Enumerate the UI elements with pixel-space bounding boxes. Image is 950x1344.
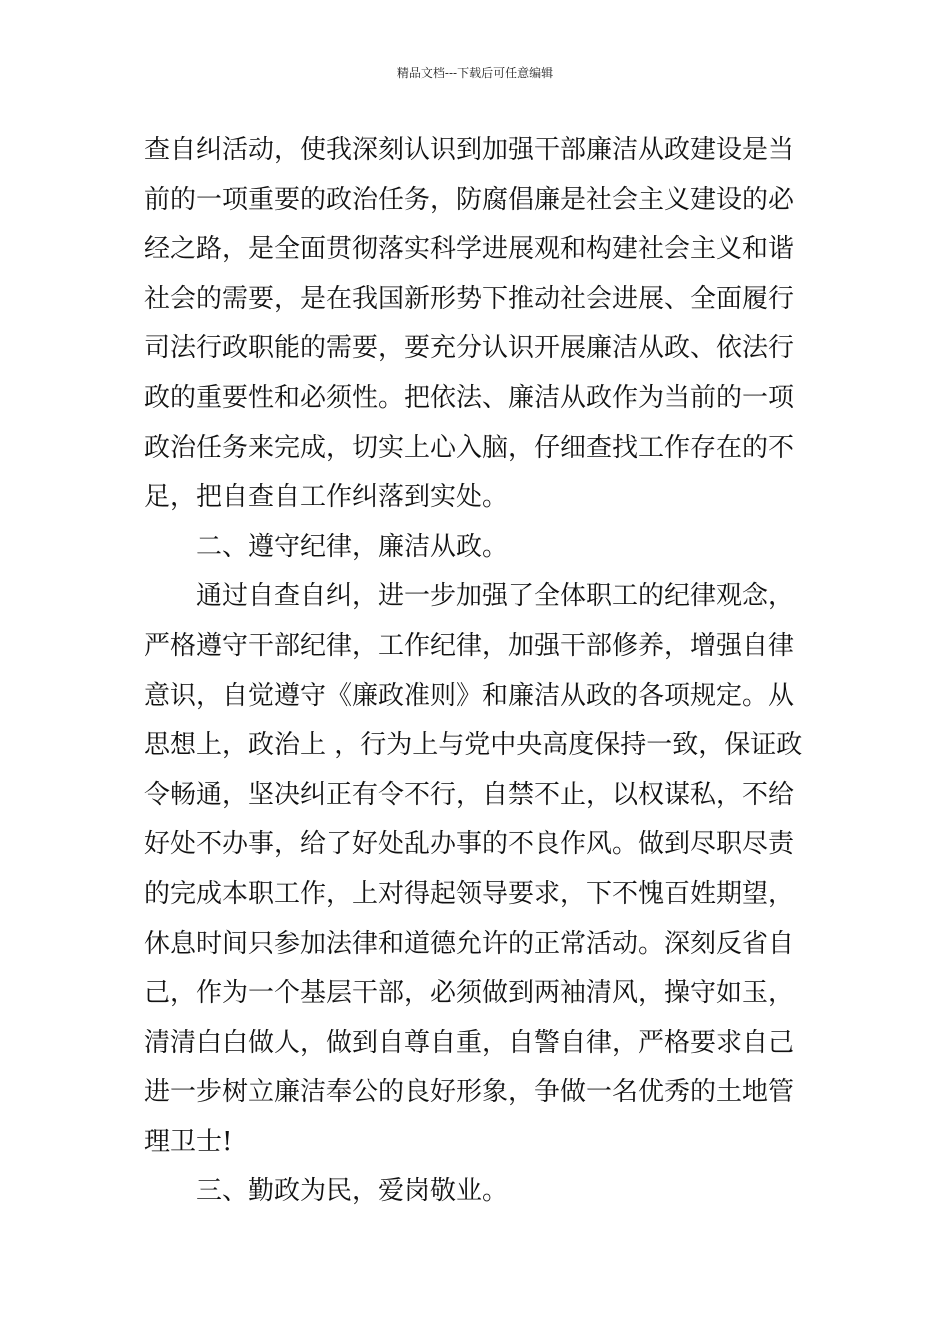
text-line: 前的一项重要的政治任务，防腐倡廉是社会主义建设的必 bbox=[144, 184, 795, 215]
text-line: 意识，自觉遵守《廉政准则》和廉洁从政的各项规定。从 bbox=[144, 680, 795, 711]
text-line: 政的重要性和必须性。把依法、廉洁从政作为当前的一项 bbox=[144, 382, 795, 413]
page-header: 精品文档---下载后可任意编辑 bbox=[396, 66, 554, 80]
text-line: 清清白白做人，做到自尊自重，自警自律，严格要求自己 bbox=[144, 1027, 795, 1058]
text-line: 司法行政职能的需要，要充分认识开展廉洁从政、依法行 bbox=[144, 333, 795, 364]
text-line: 理卫士! bbox=[144, 1126, 233, 1157]
text-line: 二、遵守纪律，廉洁从政。 bbox=[196, 531, 509, 562]
text-line: 经之路，是全面贯彻落实科学进展观和构建社会主义和谐 bbox=[144, 234, 795, 265]
text-line: 进一步树立廉洁奉公的良好形象，争做一名优秀的土地管 bbox=[144, 1077, 795, 1108]
document-body bbox=[144, 126, 814, 1217]
text-line: 政治任务来完成，切实上心入脑，仔细查找工作存在的不 bbox=[144, 432, 795, 463]
text-line: 三、勤政为民，爱岗敬业。 bbox=[196, 1176, 509, 1207]
text-line: 己，作为一个基层干部，必须做到两袖清风，操守如玉， bbox=[144, 978, 795, 1009]
text-line: 严格遵守干部纪律，工作纪律，加强干部修养，增强自律 bbox=[144, 630, 795, 661]
text-line: 令畅通，坚决纠正有令不行，自禁不止，以权谋私，不给 bbox=[144, 779, 795, 810]
text-line: 社会的需要，是在我国新形势下推动社会进展、全面履行 bbox=[144, 283, 795, 314]
text-line: 足，把自查自工作纠落到实处。 bbox=[144, 482, 509, 513]
text-line: 好处不办事，给了好处乱办事的不良作风。做到尽职尽责 bbox=[144, 829, 795, 860]
text-line: 休息时间只参加法律和道德允许的正常活动。深刻反省自 bbox=[144, 928, 795, 959]
text-line: 通过自查自纠，进一步加强了全体职工的纪律观念， bbox=[196, 581, 795, 612]
text-line: 的完成本职工作，上对得起领导要求，下不愧百姓期望， bbox=[144, 878, 795, 909]
text-line: 思想上，政治上 ，行为上与党中央高度保持一致，保证政 bbox=[144, 730, 803, 761]
text-line: 查自纠活动，使我深刻认识到加强干部廉洁从政建设是当 bbox=[144, 135, 795, 165]
